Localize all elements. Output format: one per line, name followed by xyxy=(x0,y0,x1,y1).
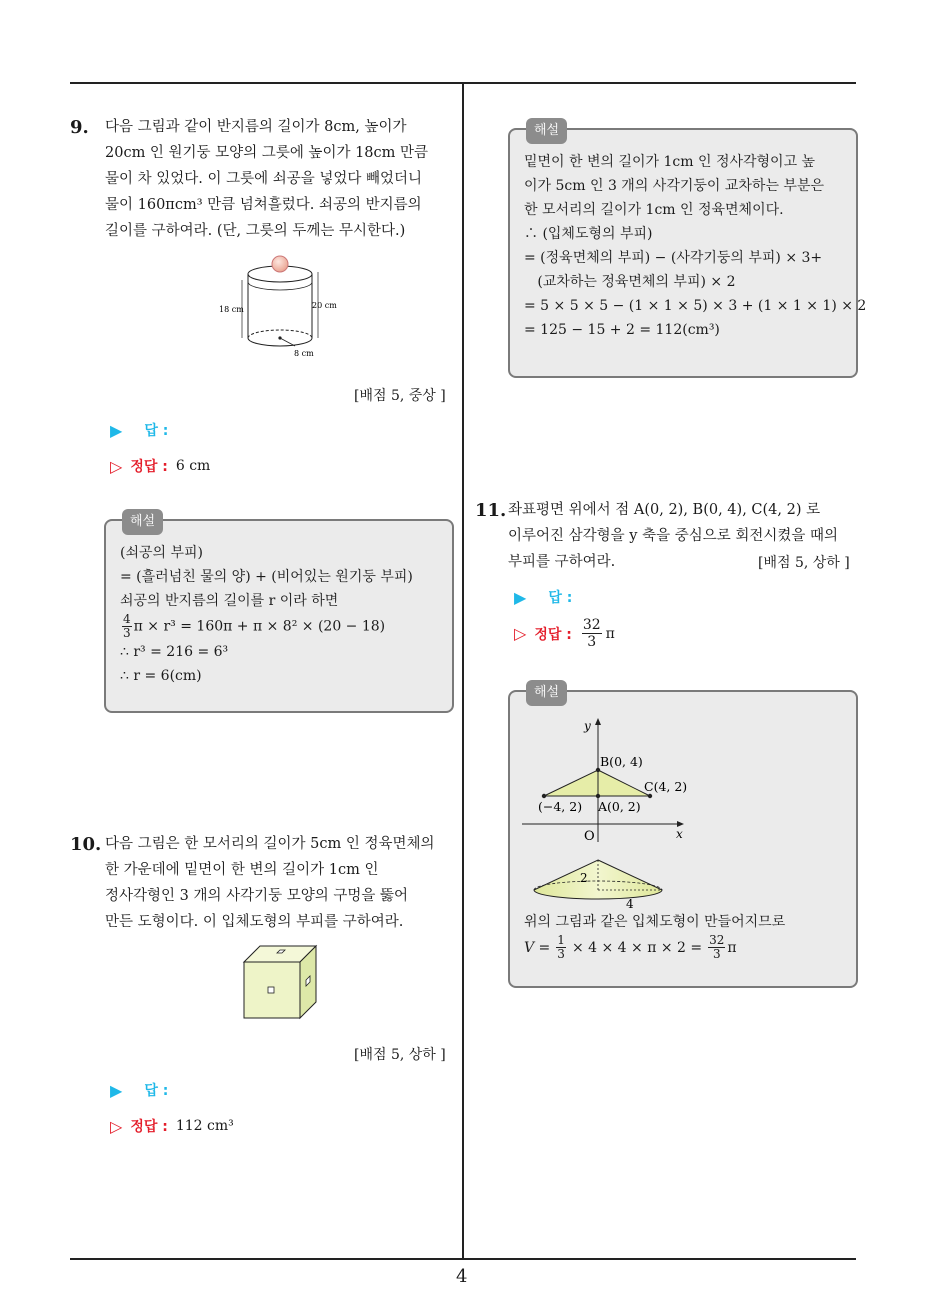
q9-sol-line: 쇠공의 반지름의 길이를 r 이라 하면 xyxy=(120,593,339,609)
outline-triangle-icon: ▷ xyxy=(110,1116,123,1136)
q9-sol-equation: $\frac{4}{3}$ π × r³ = 160π + π × 8² × (20 − 18) xyxy=(123,612,386,640)
q11-sol-equation: V = $\frac{1}{3}$ × 4 × 4 × π × 2 = $\frac{32}{3}$ π xyxy=(524,933,737,961)
q10-sol-line: = 125 − 15 + 2 = 112(cm³) xyxy=(524,322,720,338)
column-divider xyxy=(462,82,464,1260)
point-M-label: (−4, 2) xyxy=(538,799,583,814)
q10-number: 10. xyxy=(70,834,102,855)
q10-sol-line: 이가 5cm 인 3 개의 사각기둥이 교차하는 부분은 xyxy=(524,178,824,194)
fraction: $\frac{32}{3}$ xyxy=(709,933,725,961)
point-A-label: A(0, 2) xyxy=(598,799,641,814)
q10-answer-label: 답 : xyxy=(144,1083,169,1099)
q9-correct-label: 정답 : xyxy=(130,459,168,475)
q11-correct-pi: π xyxy=(605,625,615,642)
q11-line: 부피를 구하여라. xyxy=(508,554,616,570)
q10-sol-line: = 5 × 5 × 5 − (1 × 1 × 5) × 3 + (1 × 1 × 1) × 2 xyxy=(524,298,867,314)
cone-height-label: 2 xyxy=(580,871,588,885)
q9-correct-value: 6 cm xyxy=(175,458,211,474)
q11-number: 11. xyxy=(475,500,507,521)
play-triangle-icon: ▶ xyxy=(110,420,123,440)
point-C-label: C(4, 2) xyxy=(644,779,688,794)
q11-correct-label: 정답 : xyxy=(534,626,572,643)
q10-text xyxy=(105,831,450,935)
q11-solution-tag: 해설 xyxy=(526,680,567,706)
q10-sol-line: (교차하는 정육면체의 부피) × 2 xyxy=(524,274,736,290)
label-8cm: 8 cm xyxy=(294,349,314,358)
q11-answer-label: 답 : xyxy=(548,590,573,606)
q9-line: 다음 그림과 같이 반지름의 길이가 8cm, 높이가 xyxy=(105,119,407,135)
q9-line: 20cm 인 원기둥 모양의 그릇에 높이가 18cm 만큼 xyxy=(105,145,429,161)
play-triangle-icon: ▶ xyxy=(514,587,527,607)
rotation-figure xyxy=(510,692,856,912)
q10-line: 정사각형인 3 개의 사각기둥 모양의 구멍을 뚫어 xyxy=(105,888,409,904)
q11-correct-fraction: $\frac{32}{3}$ xyxy=(582,617,601,650)
q9-line: 물이 차 있었다. 이 그릇에 쇠공을 넣었다 빼었더니 xyxy=(105,171,423,187)
q9-number: 9. xyxy=(70,117,89,138)
q9-solution-tag: 해설 xyxy=(122,509,163,535)
q9-correct-row xyxy=(110,456,210,476)
q10-sol-line: ∴ (입체도형의 부피) xyxy=(524,226,653,242)
q11-solution-box xyxy=(508,685,858,988)
q9-answer-label: 답 : xyxy=(144,423,169,439)
q9-line: 물이 160πcm³ 만큼 넘쳐흘렀다. 쇠공의 반지름의 xyxy=(105,197,422,213)
play-triangle-icon: ▶ xyxy=(110,1080,123,1100)
bottom-rule xyxy=(70,1258,856,1260)
q9-solution-box xyxy=(104,514,454,713)
q9-answer-row xyxy=(110,420,168,440)
q11-score: [배점 5, 상하 ] xyxy=(758,555,850,571)
q9-sol-line: ∴ r = 6(cm) xyxy=(120,668,202,684)
q10-solution-tag: 해설 xyxy=(526,118,567,144)
q10-sol-line: = (정육면체의 부피) − (사각기둥의 부피) × 3+ xyxy=(524,250,823,266)
cube-figure xyxy=(240,942,322,1022)
q10-correct-label: 정답 : xyxy=(130,1119,168,1135)
q9-sol-line: = (흘러넘친 물의 양) + (비어있는 원기둥 부피) xyxy=(120,569,413,585)
q10-correct-value: 112 cm³ xyxy=(175,1118,234,1134)
ball-icon xyxy=(272,256,288,272)
fraction: $\frac{4}{3}$ xyxy=(123,612,131,640)
q10-line: 한 가운데에 밑면이 한 변의 길이가 1cm 인 xyxy=(105,862,379,878)
q9-sol-line: ∴ r³ = 216 = 6³ xyxy=(120,644,229,660)
page-number: 4 xyxy=(456,1266,468,1287)
q11-line: 이루어진 삼각형을 y 축을 중심으로 회전시켰을 때의 xyxy=(508,528,838,544)
q11-line: 좌표평면 위에서 점 A(0, 2), B(0, 4), C(4, 2) 로 xyxy=(508,502,821,518)
x-axis-label: x xyxy=(676,827,683,841)
q10-sol-line: 한 모서리의 길이가 1cm 인 정육면체이다. xyxy=(524,202,784,218)
fraction: $\frac{1}{3}$ xyxy=(557,933,565,961)
cylinder-figure xyxy=(215,250,345,362)
q9-text xyxy=(105,114,450,244)
label-20cm: 20 cm xyxy=(312,301,337,310)
q10-score: [배점 5, 상하 ] xyxy=(354,1047,446,1063)
q10-answer-row xyxy=(110,1080,168,1100)
outline-triangle-icon: ▷ xyxy=(110,456,123,476)
q10-line: 만든 도형이다. 이 입체도형의 부피를 구하여라. xyxy=(105,914,404,930)
label-18cm: 18 cm xyxy=(219,305,244,314)
q11-answer-row xyxy=(514,587,572,607)
y-axis-label: y xyxy=(584,719,591,733)
q10-line: 다음 그림은 한 모서리의 길이가 5cm 인 정육면체의 xyxy=(105,836,435,852)
q9-sol-line: (쇠공의 부피) xyxy=(120,545,203,561)
q9-line: 길이를 구하여라. (단, 그릇의 두께는 무시한다.) xyxy=(105,223,406,239)
q11-correct-row xyxy=(514,617,615,650)
q10-correct-row xyxy=(110,1116,234,1136)
point-B-label: B(0, 4) xyxy=(600,754,643,769)
q9-score: [배점 5, 중상 ] xyxy=(354,388,446,404)
q10-solution-box xyxy=(508,123,867,378)
q10-sol-line: 밑면이 한 변의 길이가 1cm 인 정사각형이고 높 xyxy=(524,154,816,170)
origin-label: O xyxy=(584,829,595,844)
q11-sol-text: 위의 그림과 같은 입체도형이 만들어지므로 xyxy=(524,914,786,930)
outline-triangle-icon: ▷ xyxy=(514,624,527,643)
cone-radius-label: 4 xyxy=(626,897,634,911)
